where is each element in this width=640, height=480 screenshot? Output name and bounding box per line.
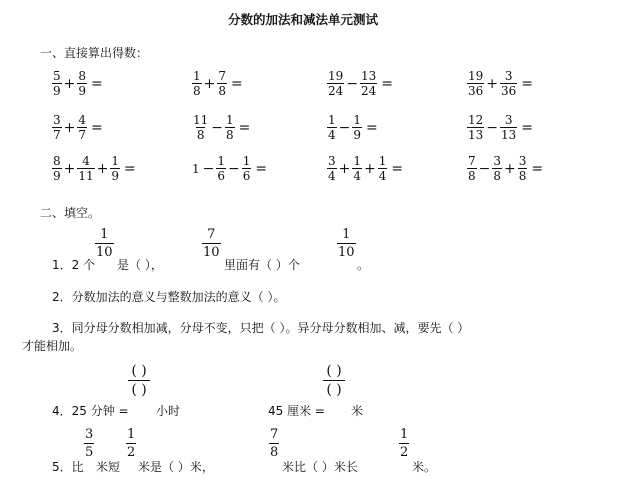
q5-fraction-1-denominator: 5 [85,445,94,460]
equals-sign: = [366,119,378,136]
fraction [327,114,337,141]
fraction-numerator: 3 [493,154,502,168]
fraction-denominator: 8 [226,128,234,142]
fraction-denominator: 13 [501,128,517,142]
fraction-denominator: 8 [218,84,227,98]
fraction-denominator: 9 [53,84,61,98]
fraction-denominator: 8 [468,169,476,183]
operator-sign: + [203,75,216,92]
fraction [225,114,235,141]
operator-sign: + [63,119,76,136]
q1-blank-2-text: 里面有（ ）个 [224,258,300,272]
exercise-item [327,70,393,97]
fraction-denominator: 8 [493,169,502,183]
fraction-denominator: 6 [217,169,226,183]
q3-text-line2: 才能相加。 [22,339,83,353]
fraction-numerator: 3 [504,113,513,127]
fraction-numerator: 1 [242,154,251,168]
fraction [500,70,517,97]
fraction [492,155,502,182]
fraction [500,114,517,141]
fraction-numerator: 1 [378,154,387,168]
fraction-numerator: 19 [328,69,344,83]
fraction [467,70,484,97]
fraction-bar [337,243,356,244]
fraction-denominator: 4 [353,169,362,183]
operator-sign: + [338,160,351,177]
q5-fraction-4-denominator: 2 [400,445,409,460]
fraction [467,114,484,141]
fraction-denominator: 4 [328,128,336,142]
q4-a-suffix: 小时 [156,404,181,418]
q4-b-suffix: 米 [351,404,364,418]
operator-sign: − [478,160,491,177]
fraction-bar [269,443,279,444]
fraction-denominator: 13 [468,128,484,142]
fraction-bar [126,443,136,444]
fraction-numerator: 8 [53,154,61,168]
exercise-item [327,114,378,141]
fraction-denominator: 9 [111,169,120,183]
q1-fraction-1-numerator: 1 [100,227,109,242]
fraction [518,155,528,182]
q5-fraction-2-numerator: 1 [127,427,136,442]
q4-b-prefix: 45 厘米 = [268,404,325,418]
equals-sign: = [391,160,404,177]
exercise-item [327,155,403,182]
fraction-numerator: 1 [353,113,362,127]
fraction-denominator: 9 [53,169,61,183]
fraction [52,114,62,141]
fraction-numerator: 3 [518,154,527,168]
exercise-item [467,155,543,182]
exercise-item [467,70,533,97]
exercise-item [52,155,136,182]
fraction-denominator: 7 [78,128,87,142]
fraction-numerator: 1 [353,154,362,168]
fraction-numerator: 4 [78,113,87,127]
fraction [52,70,62,97]
fraction [192,70,202,97]
fraction [77,155,94,182]
fraction-numerator: 1 [328,113,336,127]
fraction [110,155,120,182]
q5-part-1: 5．比 [52,460,84,474]
fraction-numerator: 7 [218,69,227,83]
fraction [77,114,87,141]
whole-number: 1 [192,161,200,176]
operator-sign: + [63,75,76,92]
fraction-denominator: 8 [193,84,201,98]
fraction [77,70,87,97]
fraction-bar [128,380,150,381]
q5-part-3: 米是（ ）米， [138,460,214,474]
q5-fraction-2 [126,428,136,459]
fraction-numerator: 19 [468,69,484,83]
fraction-numerator: 5 [53,69,61,83]
equals-sign: = [231,75,243,92]
fraction [327,70,344,97]
exercise-item [192,155,267,182]
operator-sign: + [486,75,499,92]
q1-prefix: 1．2 个 [52,258,96,272]
q5-part-4: 米比（ ）米长 [282,460,358,474]
fraction-denominator: 9 [78,84,87,98]
q4-a-denominator-blank: ( ) [131,382,147,398]
operator-sign: − [228,160,240,177]
fraction-denominator: 4 [328,169,336,183]
q1-fraction-1 [95,228,114,259]
exercise-item [467,114,533,141]
fraction-bar [202,243,221,244]
q5-fraction-4 [399,428,409,459]
fraction-numerator: 11 [193,113,209,127]
q5-fraction-4-numerator: 1 [400,427,409,442]
q3-text-line1: 3．同分母分数相加减，分母不变，只把（ ）。异分母分数相加、减，要先（ ） [52,321,470,335]
equals-sign: = [521,75,534,92]
operator-sign: + [504,160,516,177]
operator-sign: − [202,160,215,177]
fraction-numerator: 1 [226,113,234,127]
exercise-item [192,70,243,97]
q1-fraction-2 [202,228,221,259]
fraction [216,155,226,182]
fraction-bar [95,243,114,244]
equals-sign: = [91,75,103,92]
fraction-numerator: 4 [82,154,90,168]
exercise-item [192,114,250,141]
q1-blank-1-text: 是（ ）， [117,258,163,272]
fraction [242,155,252,182]
operator-sign: + [96,160,109,177]
fraction [352,155,362,182]
fraction-numerator: 8 [78,69,87,83]
equals-sign: = [255,160,268,177]
q4-b-fraction-blank [323,364,345,397]
fraction-denominator: 7 [53,128,61,142]
operator-sign: − [211,119,224,136]
equals-sign: = [521,119,534,136]
fraction-denominator: 8 [518,169,527,183]
q5-fraction-2-denominator: 2 [127,445,136,460]
fraction [52,155,62,182]
fraction-denominator: 6 [242,169,251,183]
fraction [327,155,337,182]
operator-sign: + [63,160,76,177]
fraction-denominator: 11 [78,169,94,183]
q1-suffix: 。 [357,258,370,272]
q1-fraction-1-denominator: 10 [96,245,113,260]
q4-a-fraction-blank [128,364,150,397]
fraction-bar [323,380,345,381]
fraction [360,70,377,97]
q2-text: 2．分数加法的意义与整数加法的意义（ ）。 [52,290,286,304]
equals-sign: = [124,160,136,177]
q5-fraction-1 [84,428,94,459]
page-title: 分数的加法和减法单元测试 [228,12,379,27]
q5-fraction-3 [269,428,279,459]
q1-fraction-2-denominator: 10 [203,245,220,260]
fraction-bar [84,443,94,444]
fraction [467,155,477,182]
fraction [217,70,227,97]
q5-fraction-3-denominator: 8 [270,445,279,460]
fraction-numerator: 3 [504,69,513,83]
q1-fraction-3-denominator: 10 [338,245,355,260]
q4-b-denominator-blank: ( ) [326,382,342,398]
fraction-denominator: 24 [361,84,377,98]
q1-fraction-2-numerator: 7 [207,227,216,242]
fraction-denominator: 9 [353,128,362,142]
q5-part-5: 米。 [412,460,437,474]
operator-sign: − [486,119,499,136]
exercise-item [52,114,103,141]
equals-sign: = [91,119,103,136]
equals-sign: = [381,75,394,92]
q5-fraction-1-numerator: 3 [85,427,94,442]
equals-sign: = [531,160,544,177]
fraction-numerator: 13 [361,69,377,83]
q4-a-prefix: 4．25 分钟 = [52,404,129,418]
q1-fraction-3-numerator: 1 [342,227,351,242]
fraction-denominator: 36 [468,84,484,98]
fraction-numerator: 3 [328,154,336,168]
fraction-numerator: 1 [217,154,226,168]
fraction-numerator: 12 [468,113,484,127]
fraction-denominator: 36 [501,84,517,98]
section2-heading: 二、填空。 [40,206,101,220]
fraction-numerator: 1 [111,154,120,168]
fraction-numerator: 3 [53,113,61,127]
operator-sign: − [338,119,351,136]
operator-sign: − [346,75,359,92]
fraction [378,155,388,182]
q1-fraction-3 [337,228,356,259]
exercise-item [52,70,103,97]
q5-fraction-3-numerator: 7 [270,427,279,442]
fraction-numerator: 7 [468,154,476,168]
fraction-numerator: 1 [193,69,201,83]
section1-heading: 一、直接算出得数： [40,46,149,60]
fraction-denominator: 4 [378,169,387,183]
q5-part-2: 米短 [96,460,121,474]
fraction-denominator: 24 [328,84,344,98]
equals-sign: = [238,119,251,136]
fraction-bar [399,443,409,444]
fraction-denominator: 8 [196,128,205,142]
operator-sign: + [364,160,376,177]
q4-a-numerator-blank: ( ) [131,363,147,379]
fraction [192,114,209,141]
fraction [352,114,362,141]
q4-b-numerator-blank: ( ) [326,363,342,379]
